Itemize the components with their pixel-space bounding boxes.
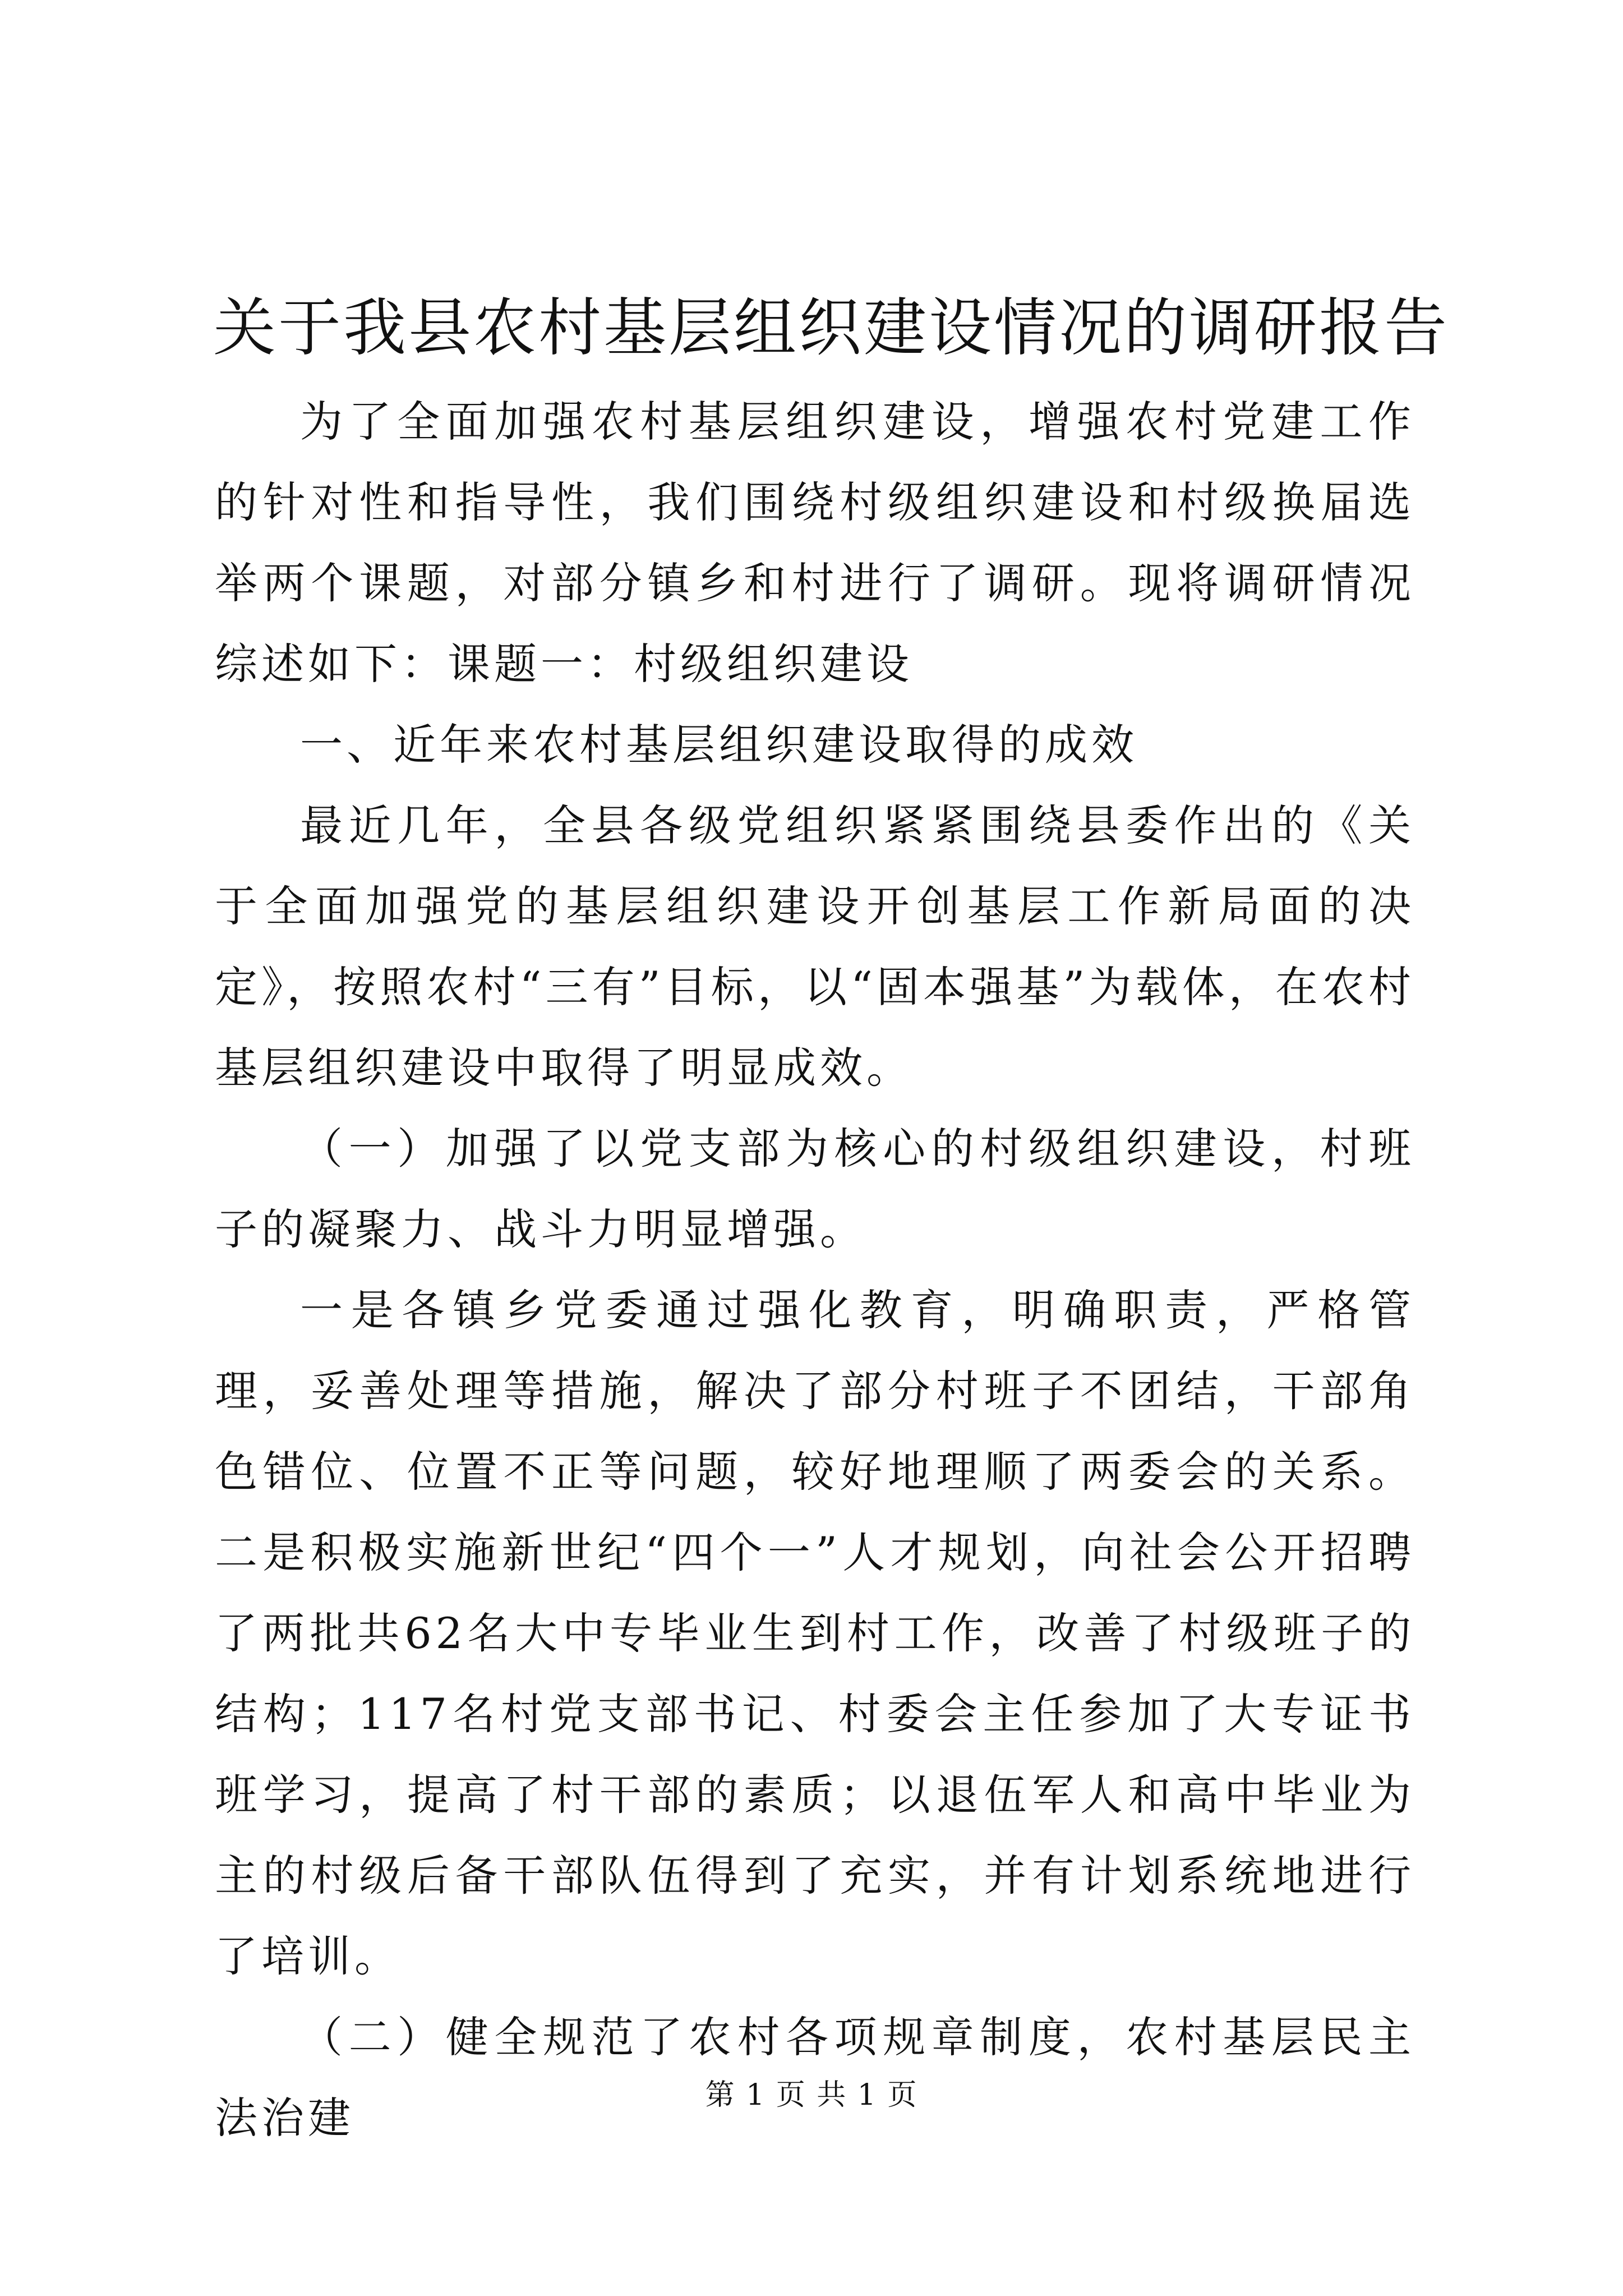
subsection-heading-2: （二）健全规范了农村各项规章制度，农村基层民主法治建 bbox=[215, 2012, 1415, 2143]
document-title: 关于我县农村基层组织建设情况的调研报告 bbox=[213, 292, 1449, 365]
page-number-footer: 第 1 页 共 1 页 bbox=[705, 2078, 918, 2112]
section-heading-1: 一、近年来农村基层组织建设取得的成效 bbox=[300, 720, 1138, 770]
document-body bbox=[215, 381, 1415, 2159]
paragraph-measures: 一是各镇乡党委通过强化教育，明确职责，严格管理，妥善处理等措施，解决了部分村班子不团结，干部角色错位、位置不正等问题，较好地理顺了两委会的关系。二是积极实施新世纪“四个一”人才规划，向社会公开招聘了两批共62名大中专毕业生到村工作，改善了村级班子的结构；117名村党支部书记、村委会主任参加了大专证书班学习，提高了村干部的素质；以退伍军人和高中毕业为主的村级后备干部队伍得到了充实，并有计划系统地进行了培训。 bbox=[215, 1285, 1415, 1981]
subsection-heading-1: （一）加强了以党支部为核心的村级组织建设，村班子的凝聚力、战斗力明显增强。 bbox=[215, 1124, 1415, 1254]
paragraph-achievements: 最近几年，全县各级党组织紧紧围绕县委作出的《关于全面加强党的基层组织建设开创基层工作新局面的决定》，按照农村“三有”目标，以“固本强基”为载体，在农村基层组织建设中取得了明显成效。 bbox=[215, 800, 1415, 1093]
paragraph-intro: 为了全面加强农村基层组织建设，增强农村党建工作的针对性和指导性，我们围绕村级组织建设和村级换届选举两个课题，对部分镇乡和村进行了调研。现将调研情况综述如下：课题一：村级组织建设 bbox=[215, 397, 1415, 689]
